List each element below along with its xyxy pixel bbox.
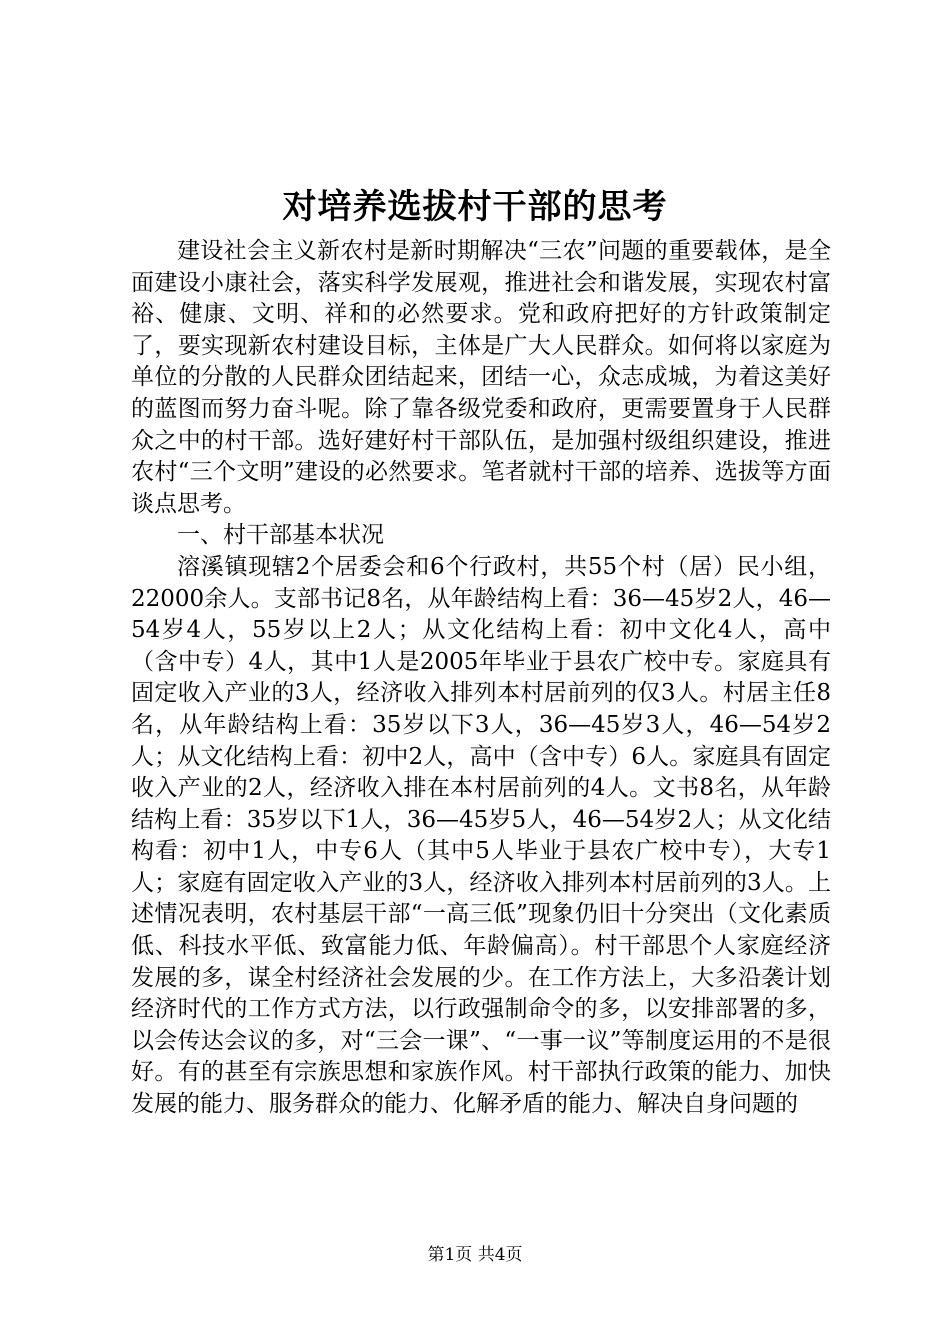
page-number-footer: 第1页 共4页 [427,1245,523,1265]
paragraph-status: 溶溪镇现辖2个居委会和6个行政村，共55个村（居）民小组，22000余人。支部书记8名，从年龄结构上看：36—45岁2人，46—54岁4人，55岁以上2人；从文化结构上看：初中文化4人，高中（含中专）4人，其中1人是2005年毕业于县农广校中专。家庭具有固定收入产业的3人，经济收入排列本村居前列的仅3人。村居主任8名，从年龄结构上看：35岁以下3人，36—45岁3人，46—54岁2人；从文化结构上看：初中2人，高中（含中专）6人。家庭具有固定收入产业的2人，经济收入排在本村居前列的4人。文书8名，从年龄结构上看：35岁以下1人，36—45岁5人，46—54岁2人；从文化结构看：初中1人，中专6人（其中5人毕业于县农广校中专），大专1人；家庭有固定收入产业的3人，经济收入排列本村居前列的3人。上述情况表明，农村基层干部“一高三低”现象仍旧十分突出（文化素质低、科技水平低、致富能力低、年龄偏高）。村干部思个人家庭经济发展的多，谋全村经济社会发展的少。在工作方法上，大多沿袭计划经济时代的工作方式方法，以行政强制命令的多，以安排部署的多，以会传达会议的多，对“三会一课”、“一事一议”等制度运用的不是很好。有的甚至有宗族思想和家族作风。村干部执行政策的能力、加快发展的能力、服务群众的能力、化解矛盾的能力、解决自身问题的 [131,553,831,1118]
section-heading: 一、村干部基本状况 [177,522,384,549]
paragraph-intro: 建设社会主义新农村是新时期解决“三农”问题的重要载体，是全面建设小康社会，落实科学发展观，推进社会和谐发展，实现农村富裕、健康、文明、祥和的必然要求。党和政府把好的方针政策制定了，要实现新农村建设目标，主体是广大人民群众。如何将以家庭为单位的分散的人民群众团结起来，团结一心，众志成城，为着这美好的蓝图而努力奋斗呢。除了靠各级党委和政府，更需要置身于人民群众之中的村干部。选好建好村干部队伍，是加强村级组织建设，推进农村“三个文明”建设的必然要求。笔者就村干部的培养、选拔等方面谈点思考。 [131,238,831,517]
document-body [131,236,831,1121]
document-title: 对培养选拔村干部的思考 [282,187,668,227]
